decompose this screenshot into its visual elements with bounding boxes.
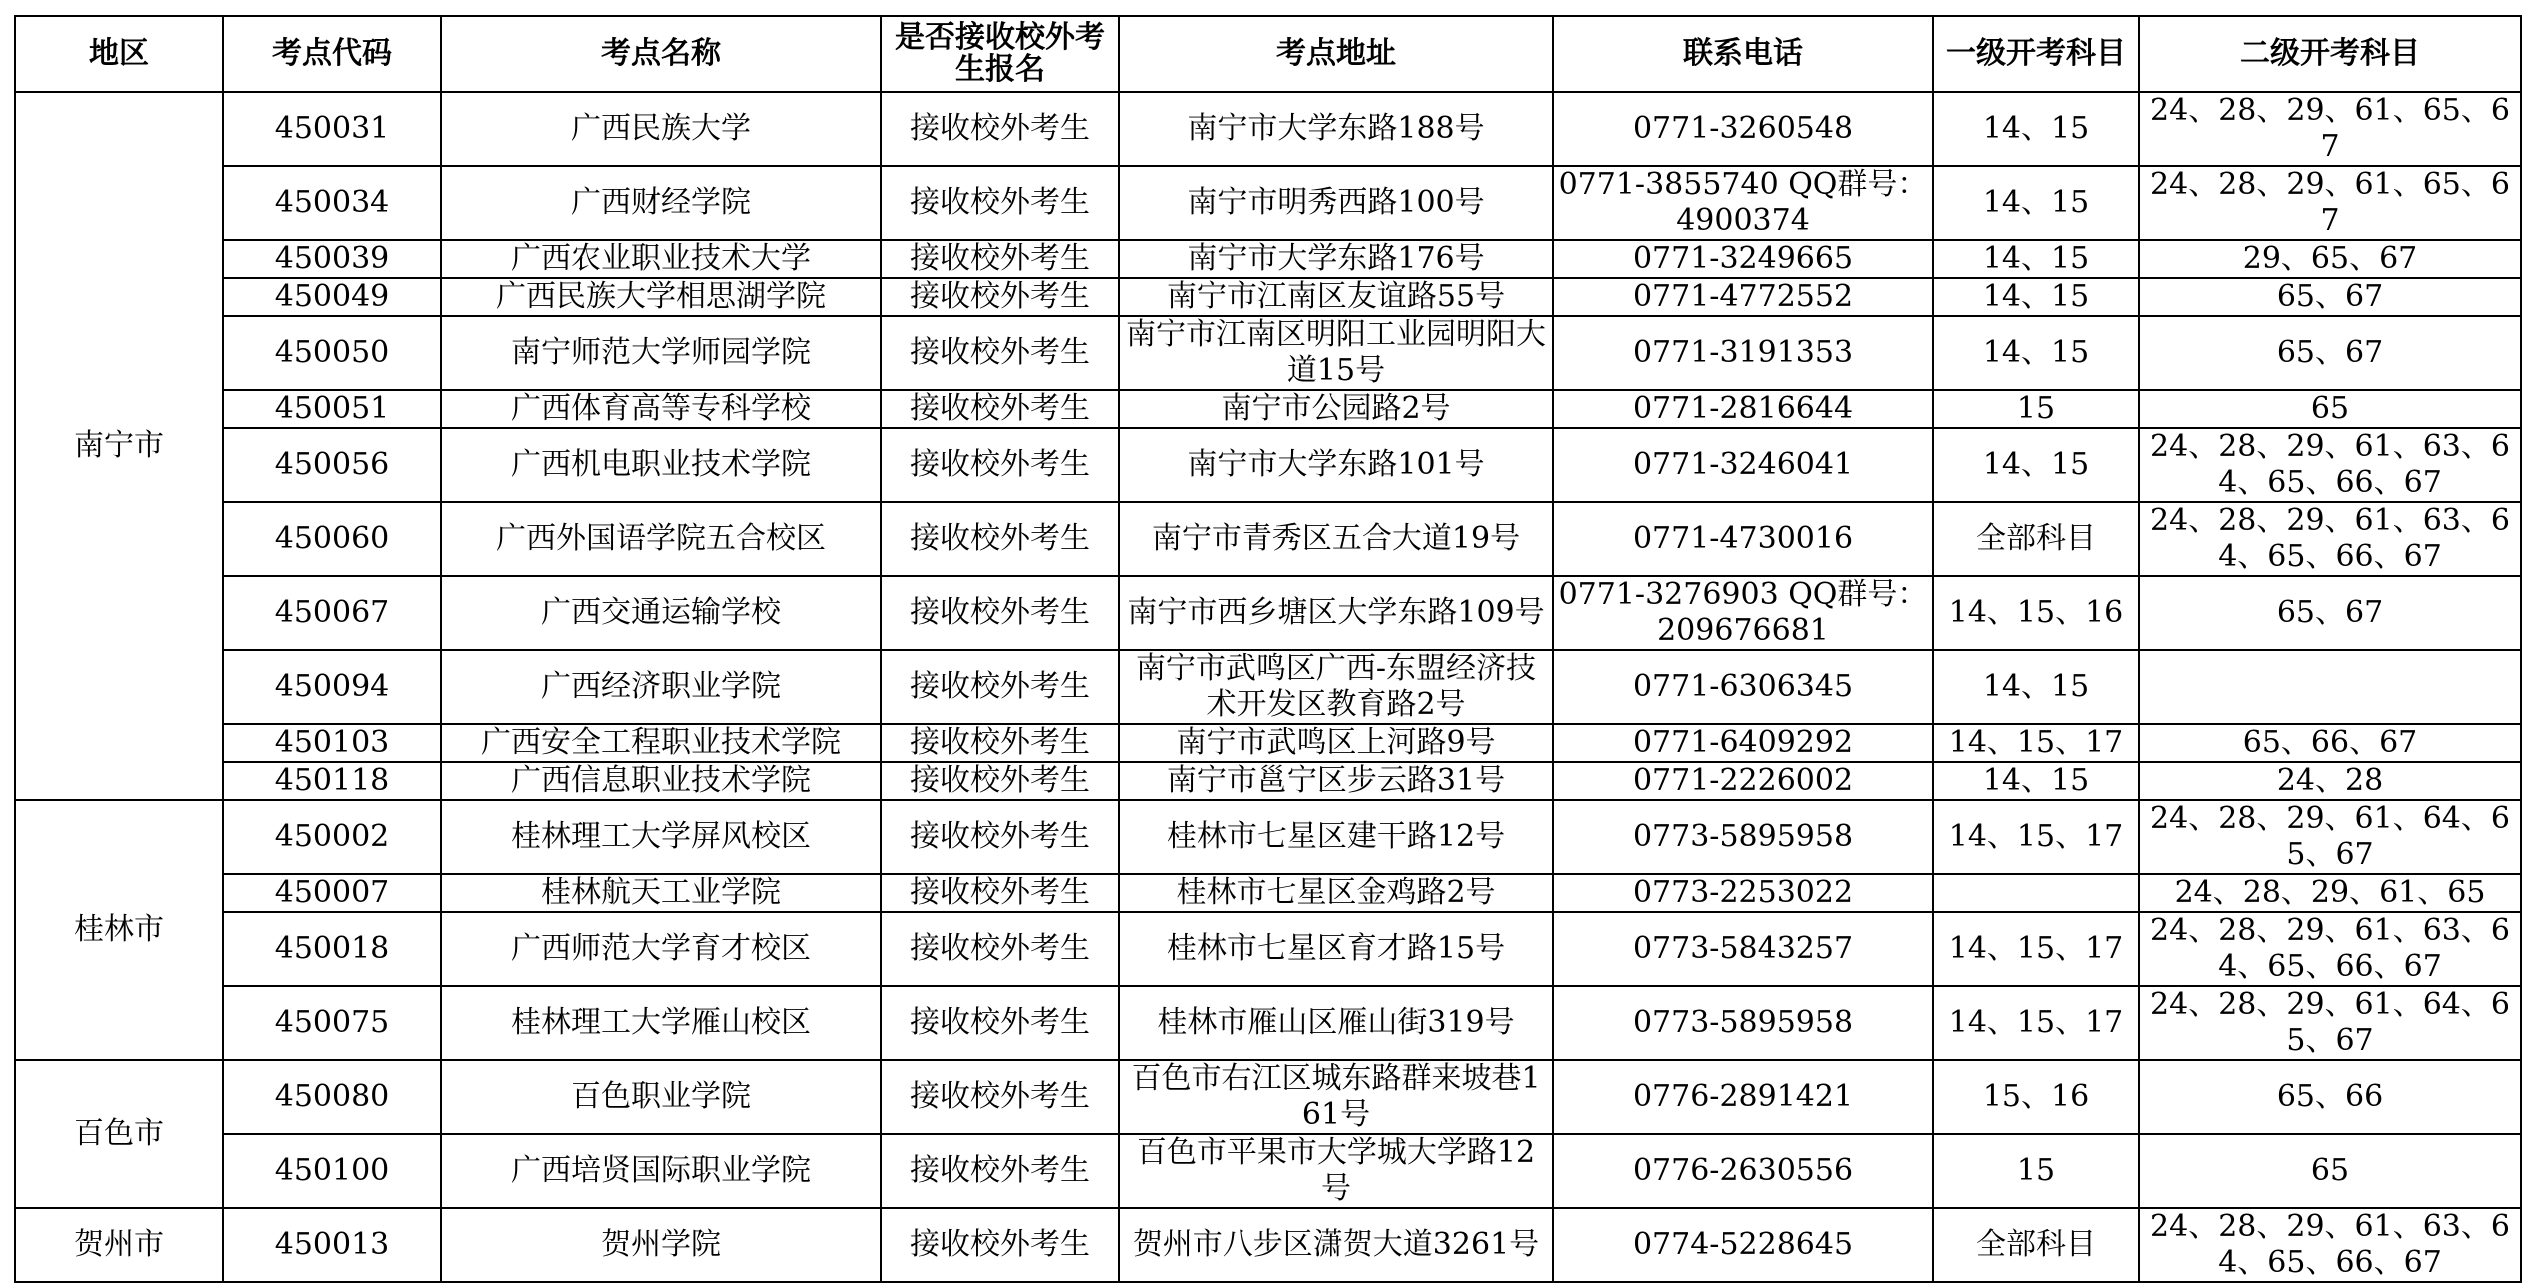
accept-cell: 接收校外考生: [881, 390, 1119, 428]
accept-cell: 接收校外考生: [881, 166, 1119, 240]
name-cell: 南宁师范大学师园学院: [441, 316, 881, 390]
level1-cell: 14、15: [1933, 92, 2139, 166]
code-cell: 450007: [223, 874, 441, 912]
table-row: [15, 986, 2521, 1060]
code-cell: 450056: [223, 428, 441, 502]
level2-cell: [2139, 650, 2521, 724]
header-region: 地区: [15, 16, 223, 92]
name-cell: 广西外国语学院五合校区: [441, 502, 881, 576]
phone-cell: 0771-6306345: [1553, 650, 1933, 724]
phone-cell: 0773-5843257: [1553, 912, 1933, 986]
level1-cell: 全部科目: [1933, 502, 2139, 576]
name-cell: 广西安全工程职业技术学院: [441, 724, 881, 762]
level2-cell: 24、28、29、61、64、65、67: [2139, 986, 2521, 1060]
header-row: [15, 16, 2521, 92]
table-row: [15, 390, 2521, 428]
phone-cell: 0774-5228645: [1553, 1208, 1933, 1282]
level1-cell: 全部科目: [1933, 1208, 2139, 1282]
level2-cell: 24、28: [2139, 762, 2521, 800]
level1-cell: 15: [1933, 390, 2139, 428]
code-cell: 450100: [223, 1134, 441, 1208]
code-cell: 450118: [223, 762, 441, 800]
address-cell: 贺州市八步区潇贺大道3261号: [1119, 1208, 1553, 1282]
accept-cell: 接收校外考生: [881, 1060, 1119, 1134]
address-cell: 百色市右江区城东路群来坡巷161号: [1119, 1060, 1553, 1134]
code-cell: 450067: [223, 576, 441, 650]
name-cell: 广西体育高等专科学校: [441, 390, 881, 428]
accept-cell: 接收校外考生: [881, 800, 1119, 874]
table-row: [15, 502, 2521, 576]
level2-cell: 24、28、29、61、63、64、65、66、67: [2139, 428, 2521, 502]
phone-cell: 0771-3191353: [1553, 316, 1933, 390]
code-cell: 450094: [223, 650, 441, 724]
phone-cell: 0776-2630556: [1553, 1134, 1933, 1208]
level1-cell: 14、15: [1933, 278, 2139, 316]
header-name: 考点名称: [441, 16, 881, 92]
name-cell: 广西信息职业技术学院: [441, 762, 881, 800]
level2-cell: 65: [2139, 390, 2521, 428]
address-cell: 南宁市公园路2号: [1119, 390, 1553, 428]
region-cell: 百色市: [15, 1060, 223, 1208]
accept-cell: 接收校外考生: [881, 576, 1119, 650]
header-phone: 联系电话: [1553, 16, 1933, 92]
name-cell: 桂林航天工业学院: [441, 874, 881, 912]
address-cell: 南宁市邕宁区步云路31号: [1119, 762, 1553, 800]
code-cell: 450018: [223, 912, 441, 986]
level2-cell: 65、67: [2139, 576, 2521, 650]
table-row: [15, 724, 2521, 762]
code-cell: 450013: [223, 1208, 441, 1282]
level2-cell: 24、28、29、61、63、64、65、66、67: [2139, 1208, 2521, 1282]
phone-cell: 0771-3260548: [1553, 92, 1933, 166]
level1-cell: 15、16: [1933, 1060, 2139, 1134]
accept-cell: 接收校外考生: [881, 912, 1119, 986]
code-cell: 450049: [223, 278, 441, 316]
region-cell: 南宁市: [15, 92, 223, 800]
code-cell: 450075: [223, 986, 441, 1060]
accept-cell: 接收校外考生: [881, 278, 1119, 316]
header-code: 考点代码: [223, 16, 441, 92]
header-address: 考点地址: [1119, 16, 1553, 92]
level1-cell: 14、15: [1933, 650, 2139, 724]
level1-cell: 14、15、16: [1933, 576, 2139, 650]
level1-cell: 14、15、17: [1933, 986, 2139, 1060]
address-cell: 桂林市七星区建干路12号: [1119, 800, 1553, 874]
accept-cell: 接收校外考生: [881, 650, 1119, 724]
phone-cell: 0771-4772552: [1553, 278, 1933, 316]
phone-cell: 0776-2891421: [1553, 1060, 1933, 1134]
table-row: [15, 576, 2521, 650]
phone-cell: 0771-3249665: [1553, 240, 1933, 278]
address-cell: 桂林市七星区育才路15号: [1119, 912, 1553, 986]
name-cell: 广西财经学院: [441, 166, 881, 240]
level2-cell: 65、66: [2139, 1060, 2521, 1134]
address-cell: 南宁市西乡塘区大学东路109号: [1119, 576, 1553, 650]
code-cell: 450002: [223, 800, 441, 874]
code-cell: 450039: [223, 240, 441, 278]
level2-cell: 29、65、67: [2139, 240, 2521, 278]
phone-cell: 0773-5895958: [1553, 986, 1933, 1060]
level2-cell: 24、28、29、61、63、64、65、66、67: [2139, 502, 2521, 576]
name-cell: 广西交通运输学校: [441, 576, 881, 650]
code-cell: 450060: [223, 502, 441, 576]
code-cell: 450031: [223, 92, 441, 166]
table-row: [15, 650, 2521, 724]
address-cell: 南宁市大学东路176号: [1119, 240, 1553, 278]
region-cell: 桂林市: [15, 800, 223, 1060]
level1-cell: 14、15: [1933, 428, 2139, 502]
phone-cell: 0771-4730016: [1553, 502, 1933, 576]
address-cell: 桂林市七星区金鸡路2号: [1119, 874, 1553, 912]
level2-cell: 65、67: [2139, 278, 2521, 316]
level2-cell: 65、67: [2139, 316, 2521, 390]
accept-cell: 接收校外考生: [881, 502, 1119, 576]
table-row: [15, 1208, 2521, 1282]
accept-cell: 接收校外考生: [881, 762, 1119, 800]
table-row: [15, 278, 2521, 316]
table-row: [15, 166, 2521, 240]
code-cell: 450050: [223, 316, 441, 390]
address-cell: 桂林市雁山区雁山街319号: [1119, 986, 1553, 1060]
level1-cell: 14、15: [1933, 316, 2139, 390]
accept-cell: 接收校外考生: [881, 724, 1119, 762]
code-cell: 450034: [223, 166, 441, 240]
level1-cell: 14、15、17: [1933, 800, 2139, 874]
level2-cell: 24、28、29、61、63、64、65、66、67: [2139, 912, 2521, 986]
address-cell: 南宁市武鸣区上河路9号: [1119, 724, 1553, 762]
phone-cell: 0771-3855740 QQ群号：4900374: [1553, 166, 1933, 240]
code-cell: 450103: [223, 724, 441, 762]
phone-cell: 0771-2226002: [1553, 762, 1933, 800]
accept-cell: 接收校外考生: [881, 1208, 1119, 1282]
address-cell: 百色市平果市大学城大学路12号: [1119, 1134, 1553, 1208]
level2-cell: 24、28、29、61、65、67: [2139, 92, 2521, 166]
name-cell: 广西民族大学: [441, 92, 881, 166]
name-cell: 广西机电职业技术学院: [441, 428, 881, 502]
accept-cell: 接收校外考生: [881, 92, 1119, 166]
accept-cell: 接收校外考生: [881, 240, 1119, 278]
code-cell: 450051: [223, 390, 441, 428]
address-cell: 南宁市江南区明阳工业园明阳大道15号: [1119, 316, 1553, 390]
accept-cell: 接收校外考生: [881, 986, 1119, 1060]
level1-cell: 14、15: [1933, 166, 2139, 240]
table-row: [15, 240, 2521, 278]
name-cell: 桂林理工大学屏风校区: [441, 800, 881, 874]
level2-cell: 65: [2139, 1134, 2521, 1208]
address-cell: 南宁市明秀西路100号: [1119, 166, 1553, 240]
code-cell: 450080: [223, 1060, 441, 1134]
table-row: [15, 874, 2521, 912]
table-row: [15, 1134, 2521, 1208]
table-row: [15, 912, 2521, 986]
table-body: [15, 92, 2521, 1282]
phone-cell: 0771-2816644: [1553, 390, 1933, 428]
level1-cell: 14、15、17: [1933, 724, 2139, 762]
level2-cell: 24、28、29、61、65: [2139, 874, 2521, 912]
accept-cell: 接收校外考生: [881, 316, 1119, 390]
address-cell: 南宁市大学东路188号: [1119, 92, 1553, 166]
phone-cell: 0771-3276903 QQ群号：209676681: [1553, 576, 1933, 650]
accept-cell: 接收校外考生: [881, 1134, 1119, 1208]
address-cell: 南宁市江南区友谊路55号: [1119, 278, 1553, 316]
level1-cell: 14、15、17: [1933, 912, 2139, 986]
table-row: [15, 92, 2521, 166]
phone-cell: 0773-2253022: [1553, 874, 1933, 912]
level2-cell: 65、66、67: [2139, 724, 2521, 762]
phone-cell: 0773-5895958: [1553, 800, 1933, 874]
table-row: [15, 1060, 2521, 1134]
address-cell: 南宁市大学东路101号: [1119, 428, 1553, 502]
name-cell: 贺州学院: [441, 1208, 881, 1282]
header-level1: 一级开考科目: [1933, 16, 2139, 92]
name-cell: 广西农业职业技术大学: [441, 240, 881, 278]
header-accept: 是否接收校外考生报名: [881, 16, 1119, 92]
region-cell: 贺州市: [15, 1208, 223, 1282]
exam-sites-table: [14, 15, 2522, 1283]
level1-cell: [1933, 874, 2139, 912]
level2-cell: 24、28、29、61、64、65、67: [2139, 800, 2521, 874]
name-cell: 广西民族大学相思湖学院: [441, 278, 881, 316]
level1-cell: 14、15: [1933, 762, 2139, 800]
address-cell: 南宁市青秀区五合大道19号: [1119, 502, 1553, 576]
accept-cell: 接收校外考生: [881, 428, 1119, 502]
level2-cell: 24、28、29、61、65、67: [2139, 166, 2521, 240]
accept-cell: 接收校外考生: [881, 874, 1119, 912]
name-cell: 桂林理工大学雁山校区: [441, 986, 881, 1060]
level1-cell: 15: [1933, 1134, 2139, 1208]
table-row: [15, 316, 2521, 390]
table-row: [15, 800, 2521, 874]
name-cell: 广西师范大学育才校区: [441, 912, 881, 986]
table-row: [15, 762, 2521, 800]
phone-cell: 0771-3246041: [1553, 428, 1933, 502]
address-cell: 南宁市武鸣区广西-东盟经济技术开发区教育路2号: [1119, 650, 1553, 724]
table-row: [15, 428, 2521, 502]
name-cell: 百色职业学院: [441, 1060, 881, 1134]
level1-cell: 14、15: [1933, 240, 2139, 278]
name-cell: 广西经济职业学院: [441, 650, 881, 724]
name-cell: 广西培贤国际职业学院: [441, 1134, 881, 1208]
header-level2: 二级开考科目: [2139, 16, 2521, 92]
phone-cell: 0771-6409292: [1553, 724, 1933, 762]
